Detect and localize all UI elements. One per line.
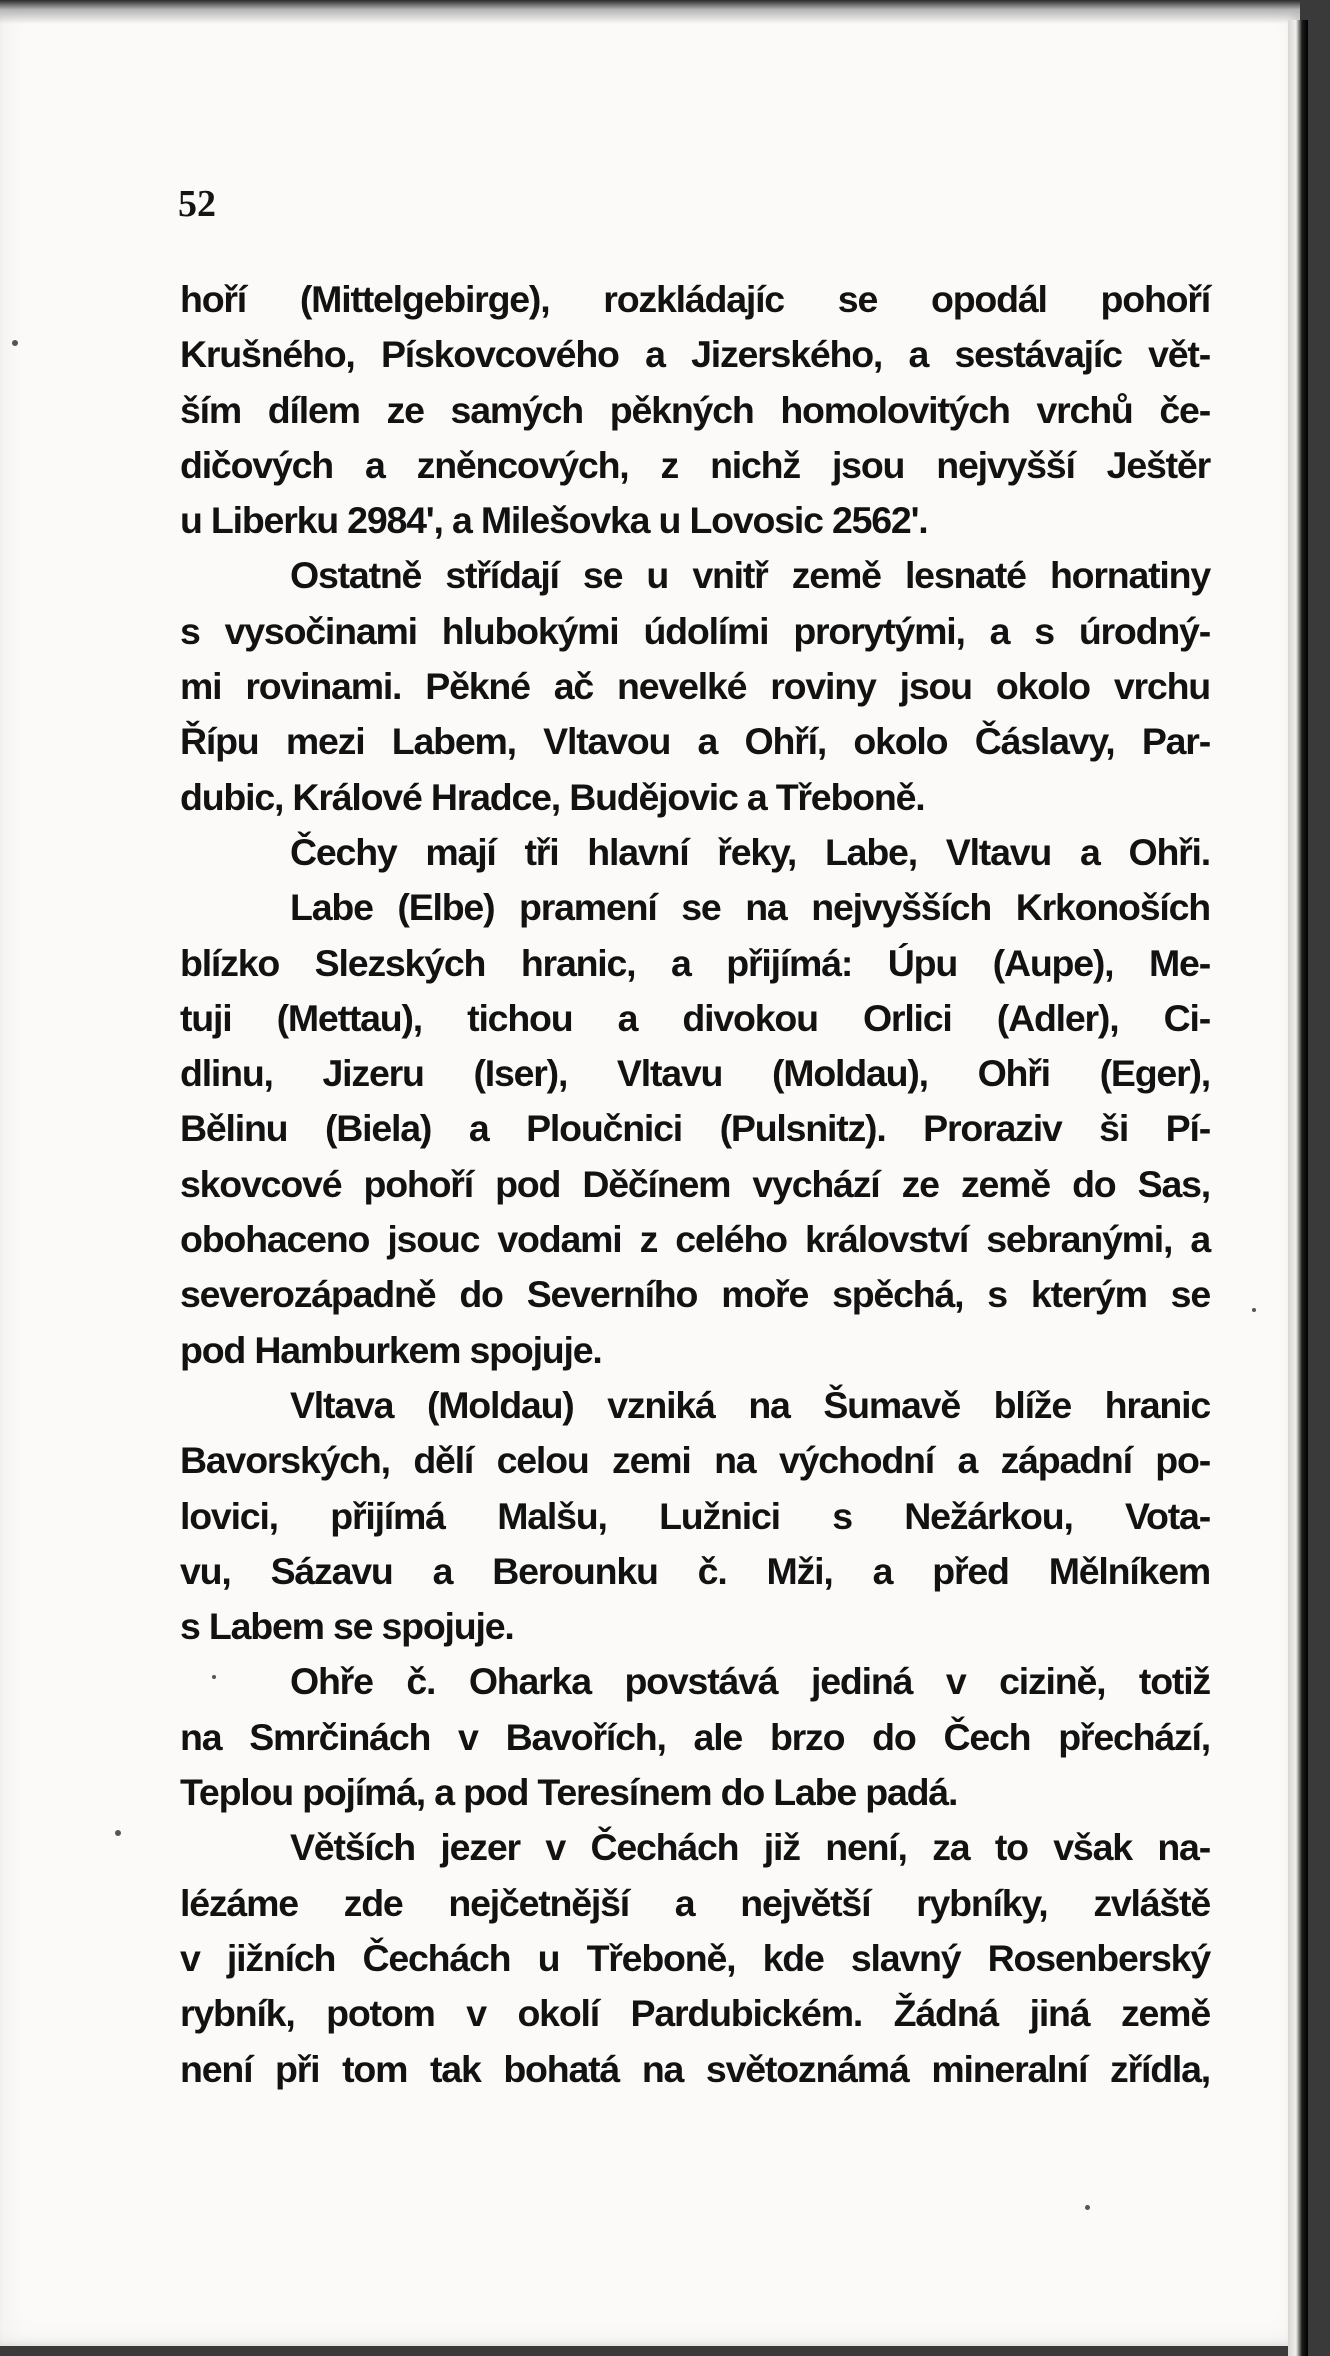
text-line: v jižních Čechách u Třeboně, kde slavný Rosenberský [180, 1936, 1210, 1979]
scan-speck [12, 340, 18, 346]
text-line: Větších jezer v Čechách již není, za to však na- [290, 1826, 1210, 1869]
text-line: s vysočinami hlubokými údolími prorytými, a s úrodný- [180, 609, 1210, 652]
text-line: na Smrčinách v Bavořích, ale brzo do Čech přechází, [180, 1715, 1210, 1758]
text-line: dičových a zněncových, z nichž jsou nejvyšší Ještěr [180, 443, 1210, 486]
text-line: dlinu, Jizeru (Iser), Vltavu (Moldau), Ohři (Eger), [180, 1052, 1210, 1095]
text-line: vu, Sázavu a Berounku č. Mži, a před Mělníkem [180, 1549, 1210, 1592]
scan-speck [115, 1830, 121, 1836]
text-line: Čechy mají tři hlavní řeky, Labe, Vltavu a Ohři. [290, 830, 1210, 873]
text-line: Teplou pojímá, a pod Teresínem do Labe padá. [180, 1771, 958, 1814]
page-edge-shadow [1288, 20, 1308, 2356]
text-line: Krušného, Pískovcového a Jizerského, a sestávajíc vět- [180, 333, 1210, 376]
text-line: dubic, Králové Hradce, Budějovic a Třeboně. [180, 775, 925, 818]
text-line: Ohře č. Oharka povstává jediná v cizině, totiž [290, 1660, 1210, 1703]
text-line: mi rovinami. Pěkné ač nevelké roviny jsou okolo vrchu [180, 665, 1210, 708]
body-text [180, 272, 1210, 2097]
text-line: Bavorských, dělí celou zemi na východní a západní po- [180, 1439, 1210, 1482]
text-line: s Labem se spojuje. [180, 1605, 514, 1648]
text-line: blízko Slezských hranic, a přijímá: Úpu (Aupe), Me- [180, 941, 1210, 984]
text-line: Řípu mezi Labem, Vltavou a Ohří, okolo Čáslavy, Par- [180, 720, 1210, 763]
text-line: Vltava (Moldau) vzniká na Šumavě blíže hranic [290, 1383, 1210, 1426]
scan-speck [212, 1675, 216, 1679]
text-line: ším dílem ze samých pěkných homolovitých vrchů če- [180, 388, 1210, 431]
text-line: Labe (Elbe) pramení se na nejvyšších Krkonoších [290, 886, 1210, 929]
text-line: lovici, přijímá Malšu, Lužnici s Nežárkou, Vota- [180, 1494, 1210, 1537]
text-line: pod Hamburkem spojuje. [180, 1328, 602, 1371]
text-line: Bělinu (Biela) a Ploučnici (Pulsnitz). Proraziv ši Pí- [180, 1107, 1210, 1150]
text-line: obohaceno jsouc vodami z celého království sebranými, a [180, 1218, 1210, 1261]
scan-speck [1085, 2205, 1090, 2210]
text-line: u Liberku 2984', a Milešovka u Lovosic 2562'. [180, 499, 928, 542]
text-line: hoří (Mittelgebirge), rozkládajíc se opodál pohoří [180, 278, 1210, 320]
text-line: severozápadně do Severního moře spěchá, s kterým se [180, 1273, 1210, 1316]
text-line: Ostatně střídají se u vnitř země lesnaté hornatiny [290, 554, 1210, 597]
text-line: tuji (Mettau), tichou a divokou Orlici (Adler), Ci- [180, 996, 1210, 1039]
scan-speck [1252, 1308, 1256, 1312]
text-line: rybník, potom v okolí Pardubickém. Žádná jiná země [180, 1992, 1210, 2035]
text-line: lézáme zde nejčetnější a největší rybníky, zvláště [180, 1881, 1210, 1924]
page-number: 52 [178, 183, 216, 225]
text-line: skovcové pohoří pod Děčínem vychází ze země do Sas, [180, 1162, 1210, 1205]
scan-top-edge [0, 0, 1300, 24]
text-line: není při tom tak bohatá na světoznámá mineralní zřídla, [180, 2047, 1210, 2090]
